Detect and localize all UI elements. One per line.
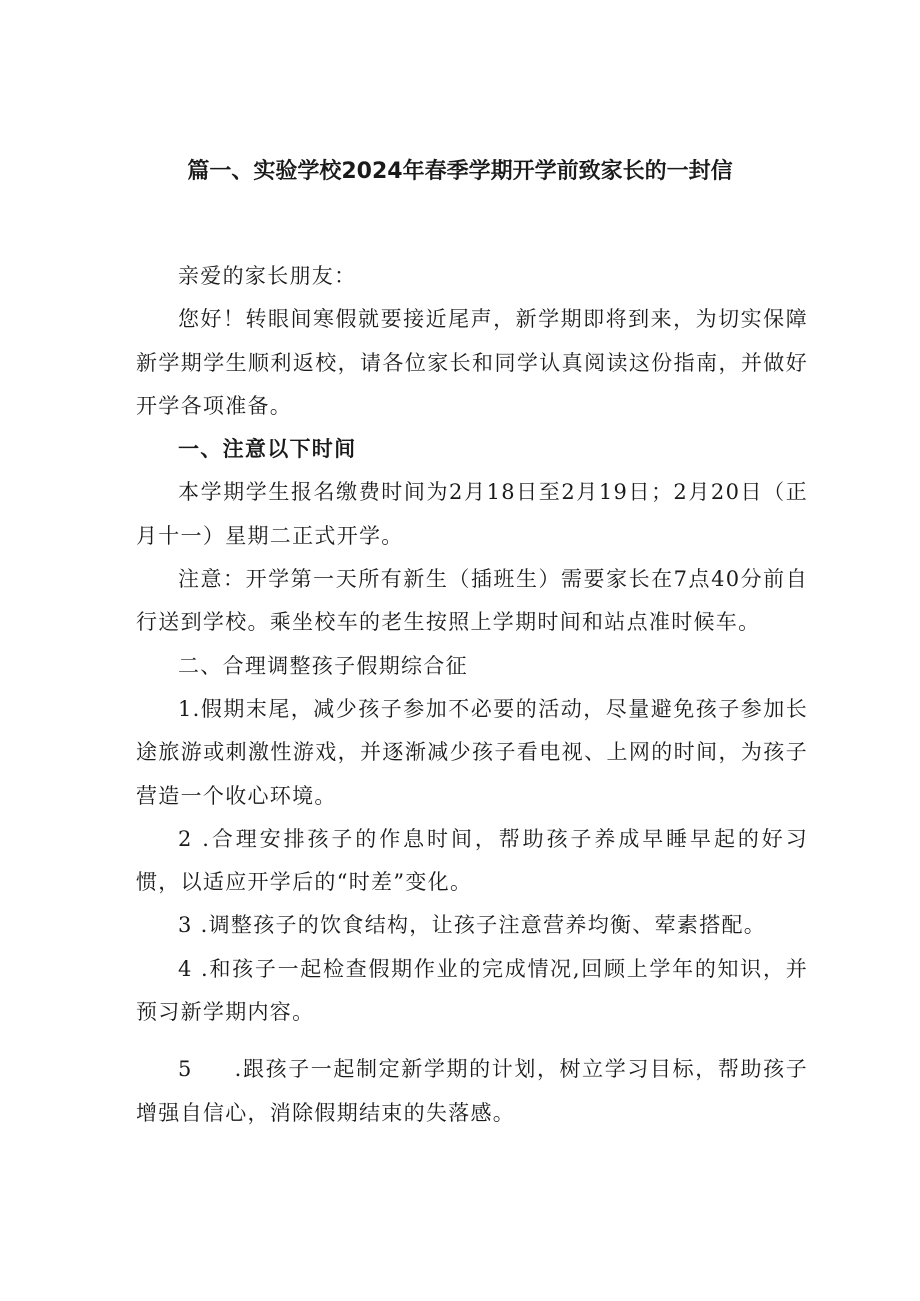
section-heading-time: 一、注意以下时间 <box>178 437 357 462</box>
list-item-5-text: .跟孩子一起制定新学期的计划，树立学习目标，帮助孩子增强自信心，消除假期结束的失落感。 <box>136 1057 808 1125</box>
list-item-5-number: 5 <box>178 1057 193 1082</box>
list-item-1: 1.假期末尾，减少孩子参加不必要的活动，尽量避免孩子参加长途旅游或刺激性游戏，并逐渐减少孩子看电视、上网的时间，为孩子营造一个收心环境。 <box>136 696 808 808</box>
greeting-paragraph: 亲爱的家长朋友： <box>178 264 357 288</box>
registration-time-paragraph: 本学期学生报名缴费时间为2月18日至2月19日；2月20日（正月十一）星期二正式开学。 <box>136 480 808 548</box>
list-item-4: 4 .和孩子一起检查假期作业的完成情况,回顾上学年的知识，并预习新学期内容。 <box>136 956 808 1025</box>
section-heading-adjust: 二、合理调整孩子假期综合征 <box>178 653 468 678</box>
list-item-3: 3 .调整孩子的饮食结构，让孩子注意营养均衡、荤素搭配。 <box>178 913 767 938</box>
first-day-notice-paragraph: 注意：开学第一天所有新生（插班生）需要家长在7点40分前自行送到学校。乘坐校车的老生按照上学期时间和站点准时候车。 <box>136 567 808 635</box>
list-item-2: 2 .合理安排孩子的作息时间，帮助孩子养成早睡早起的好习惯，以适应开学后的“时差”变化。 <box>136 826 808 895</box>
intro-paragraph: 您好！转眼间寒假就要接近尾声，新学期即将到来，为切实保障新学期学生顺利返校，请各位家长和同学认真阅读这份指南，并做好开学各项准备。 <box>136 307 808 418</box>
document-title: 篇一、实验学校2024年春季学期开学前致家长的一封信 <box>187 159 733 184</box>
document-body <box>136 255 808 1135</box>
list-item-5 <box>136 1048 808 1135</box>
